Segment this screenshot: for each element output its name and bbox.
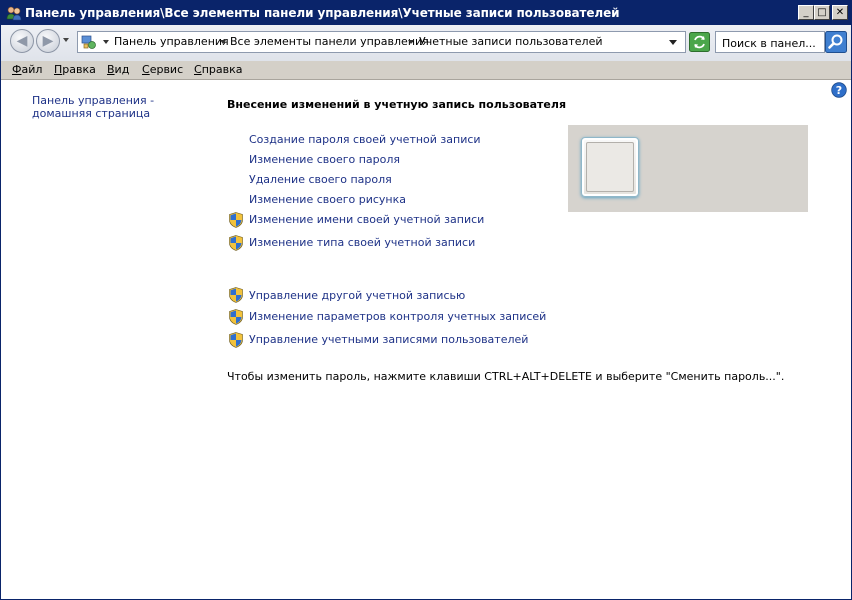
breadcrumb-all-items[interactable]: Все элементы панели управления <box>230 35 429 48</box>
uac-settings-link[interactable]: Изменение параметров контроля учетных записей <box>249 310 547 323</box>
control-panel-icon <box>81 34 97 50</box>
address-bar[interactable] <box>77 31 686 53</box>
menu-file[interactable]: Файл <box>12 63 43 76</box>
refresh-icon[interactable] <box>689 32 710 52</box>
search-icon[interactable] <box>825 31 847 53</box>
menu-bar <box>1 61 851 80</box>
search-input[interactable] <box>716 32 822 52</box>
breadcrumb-separator-icon[interactable] <box>408 40 414 44</box>
title-bar[interactable] <box>1 1 851 25</box>
uac-shield-icon <box>228 309 244 325</box>
breadcrumb-separator-icon[interactable] <box>220 40 226 44</box>
recent-pages-dropdown-icon[interactable] <box>63 38 69 42</box>
control-panel-home-link[interactable]: Панель управления - домашняя страница <box>32 94 155 120</box>
uac-shield-icon <box>228 212 244 228</box>
page-heading: Внесение изменений в учетную запись пользователя <box>227 98 567 111</box>
manage-another-account-link[interactable]: Управление другой учетной записью <box>249 289 466 302</box>
address-history-dropdown-icon[interactable] <box>669 40 677 45</box>
uac-shield-icon <box>228 287 244 303</box>
help-icon[interactable] <box>831 82 847 98</box>
menu-view[interactable]: Вид <box>107 63 130 76</box>
breadcrumb-control-panel[interactable]: Панель управления <box>114 35 229 48</box>
change-account-type-link[interactable]: Изменение типа своей учетной записи <box>249 236 476 249</box>
remove-password-link[interactable]: Удаление своего пароля <box>249 173 392 186</box>
search-box[interactable] <box>715 31 825 53</box>
window-title: Панель управления\Все элементы панели управления\Учетные записи пользователей <box>25 6 620 20</box>
breadcrumb-user-accounts[interactable]: Учетные записи пользователей <box>419 35 603 48</box>
navigation-bar <box>1 25 851 62</box>
user-account-picture <box>581 137 639 197</box>
users-icon <box>6 5 22 21</box>
change-password-link[interactable]: Изменение своего пароля <box>249 153 401 166</box>
uac-shield-icon <box>228 332 244 348</box>
forward-button[interactable]: ▶ <box>36 29 60 53</box>
menu-tools[interactable]: Сервис <box>142 63 184 76</box>
change-picture-link[interactable]: Изменение своего рисунка <box>249 193 407 206</box>
uac-shield-icon <box>228 235 244 251</box>
close-button[interactable]: ✕ <box>832 5 848 20</box>
breadcrumb-separator-icon[interactable] <box>103 40 109 44</box>
password-change-note: Чтобы изменить пароль, нажмите клавиши CTRL+ALT+DELETE и выберите "Сменить пароль...". <box>227 370 785 383</box>
minimize-button[interactable]: _ <box>798 5 814 20</box>
manage-user-accounts-link[interactable]: Управление учетными записями пользователей <box>249 333 529 346</box>
back-button[interactable]: ◀ <box>10 29 34 53</box>
menu-edit[interactable]: Правка <box>54 63 96 76</box>
menu-help[interactable]: Справка <box>194 63 243 76</box>
user-picture-placeholder <box>586 142 634 192</box>
svg-text:?: ? <box>835 84 843 97</box>
create-password-link[interactable]: Создание пароля своей учетной записи <box>249 133 481 146</box>
maximize-button[interactable]: □ <box>814 5 830 20</box>
change-account-name-link[interactable]: Изменение имени своей учетной записи <box>249 213 485 226</box>
